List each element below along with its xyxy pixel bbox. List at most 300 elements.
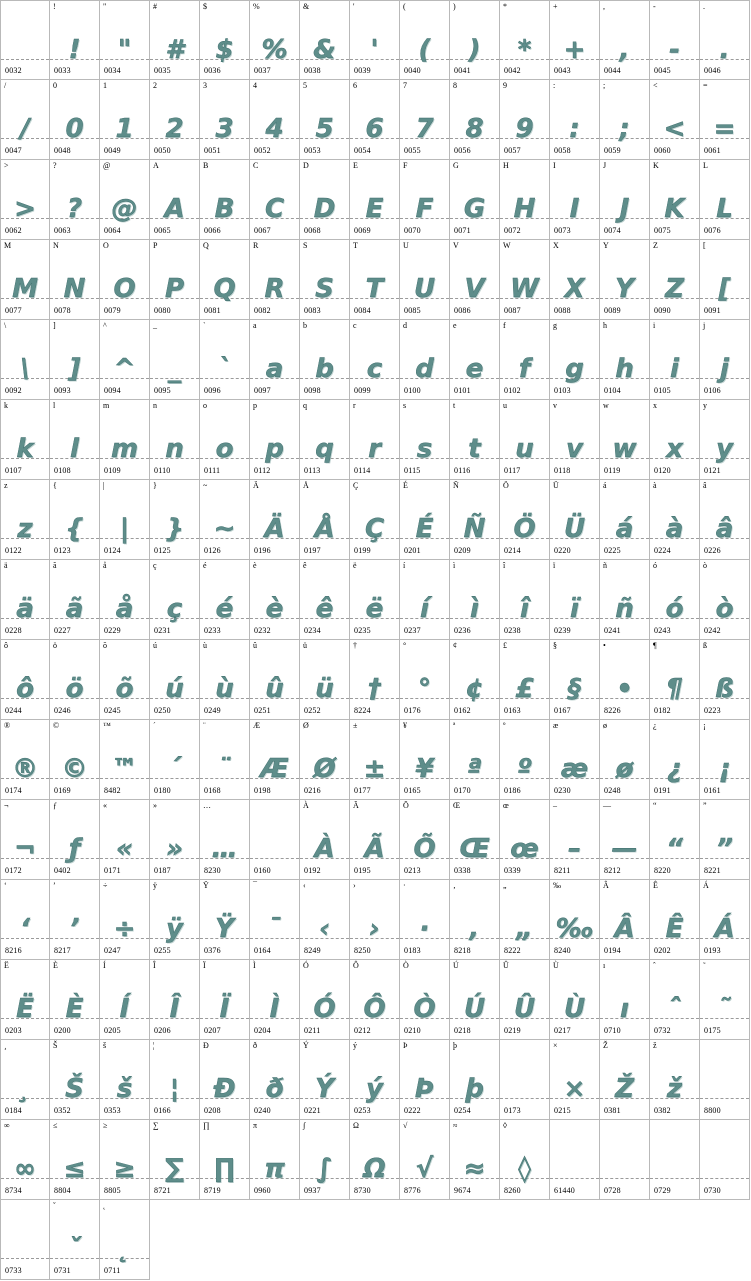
glyph-cell[interactable] (650, 480, 700, 560)
glyph-cell[interactable] (100, 0, 150, 80)
glyph-cell[interactable] (250, 1040, 300, 1120)
glyph-cell[interactable] (100, 640, 150, 720)
glyph-cell[interactable] (500, 880, 550, 960)
glyph-cell[interactable] (400, 0, 450, 80)
glyph-cell[interactable] (250, 640, 300, 720)
glyph-char-label: î (503, 561, 506, 570)
glyph-row (0, 0, 751, 80)
glyph-char-label: o (203, 401, 207, 410)
glyph-cell[interactable] (250, 800, 300, 880)
glyph-cell[interactable] (550, 160, 600, 240)
glyph-cell[interactable] (150, 320, 200, 400)
glyph-cell[interactable] (600, 880, 650, 960)
glyph-char-label: l (53, 401, 56, 410)
glyph-cell[interactable] (250, 720, 300, 800)
glyph-codepoint: 0230 (554, 786, 571, 795)
glyph-cell[interactable] (0, 880, 50, 960)
glyph-preview: î (520, 594, 529, 624)
glyph-cell[interactable] (150, 240, 200, 320)
glyph-cell[interactable] (300, 480, 350, 560)
glyph-preview: ∫ (316, 1154, 333, 1184)
glyph-cell[interactable] (650, 0, 700, 80)
glyph-cell[interactable] (600, 1040, 650, 1120)
glyph-char-label: â (703, 481, 707, 490)
glyph-cell[interactable] (150, 160, 200, 240)
glyph-preview: ¨ (218, 754, 231, 784)
glyph-char-label: ç (153, 561, 157, 570)
glyph-cell[interactable] (250, 80, 300, 160)
glyph-cell[interactable] (550, 1120, 600, 1200)
glyph-cell[interactable] (700, 240, 750, 320)
glyph-char-label: æ (553, 721, 559, 730)
glyph-cell[interactable] (500, 480, 550, 560)
glyph-preview: M (12, 274, 38, 304)
glyph-cell[interactable] (650, 560, 700, 640)
glyph-cell[interactable] (550, 0, 600, 80)
glyph-preview: ç (166, 594, 183, 624)
glyph-cell[interactable] (150, 640, 200, 720)
glyph-cell[interactable] (100, 160, 150, 240)
glyph-codepoint: 0043 (554, 66, 571, 75)
glyph-cell[interactable] (250, 400, 300, 480)
glyph-cell[interactable] (450, 400, 500, 480)
glyph-cell[interactable] (700, 480, 750, 560)
glyph-cell[interactable] (0, 1040, 50, 1120)
glyph-cell[interactable] (300, 240, 350, 320)
glyph-cell[interactable] (300, 880, 350, 960)
glyph-cell[interactable] (300, 0, 350, 80)
glyph-cell[interactable] (550, 480, 600, 560)
glyph-cell[interactable] (200, 1120, 250, 1200)
glyph-cell[interactable] (300, 1040, 350, 1120)
glyph-cell[interactable] (650, 1120, 700, 1200)
glyph-cell[interactable] (200, 880, 250, 960)
glyph-preview: q (315, 434, 334, 464)
glyph-row (0, 1200, 751, 1280)
glyph-cell[interactable] (50, 1200, 100, 1280)
glyph-cell[interactable] (550, 1040, 600, 1120)
glyph-cell[interactable] (300, 800, 350, 880)
glyph-char-label: ø (603, 721, 607, 730)
glyph-cell[interactable] (0, 160, 50, 240)
glyph-preview: ≤ (63, 1154, 86, 1184)
glyph-cell[interactable] (0, 320, 50, 400)
glyph-cell[interactable] (300, 1120, 350, 1200)
glyph-cell[interactable] (200, 800, 250, 880)
glyph-cell[interactable] (150, 80, 200, 160)
glyph-cell[interactable] (550, 960, 600, 1040)
glyph-cell[interactable] (0, 640, 50, 720)
glyph-cell[interactable] (450, 880, 500, 960)
glyph-cell[interactable] (550, 720, 600, 800)
glyph-cell[interactable] (150, 0, 200, 80)
glyph-cell[interactable] (500, 640, 550, 720)
glyph-cell[interactable] (550, 640, 600, 720)
glyph-cell[interactable] (400, 320, 450, 400)
glyph-cell[interactable] (0, 560, 50, 640)
glyph-codepoint: 0173 (504, 1106, 521, 1115)
glyph-cell[interactable] (500, 800, 550, 880)
glyph-cell[interactable] (550, 400, 600, 480)
glyph-cell[interactable] (400, 1040, 450, 1120)
glyph-cell[interactable] (250, 560, 300, 640)
glyph-cell[interactable] (300, 400, 350, 480)
glyph-cell[interactable] (700, 640, 750, 720)
glyph-char-label: Œ (453, 801, 461, 810)
glyph-cell[interactable] (450, 320, 500, 400)
glyph-cell[interactable] (150, 720, 200, 800)
glyph-cell[interactable] (300, 320, 350, 400)
glyph-codepoint: 0186 (504, 786, 521, 795)
glyph-cell[interactable] (450, 640, 500, 720)
glyph-cell[interactable] (350, 480, 400, 560)
glyph-cell[interactable] (100, 240, 150, 320)
glyph-cell[interactable] (500, 80, 550, 160)
glyph-cell[interactable] (350, 160, 400, 240)
glyph-preview: + (563, 35, 586, 65)
glyph-cell[interactable] (200, 160, 250, 240)
glyph-preview: ñ (615, 594, 634, 624)
glyph-cell[interactable] (500, 240, 550, 320)
glyph-char-label: à (653, 481, 657, 490)
glyph-char-label: ) (453, 2, 456, 11)
glyph-cell[interactable] (350, 960, 400, 1040)
glyph-cell[interactable] (550, 320, 600, 400)
glyph-cell[interactable] (700, 560, 750, 640)
glyph-cell[interactable] (100, 1200, 150, 1280)
glyph-cell[interactable] (150, 800, 200, 880)
glyph-cell[interactable] (0, 960, 50, 1040)
glyph-cell[interactable] (500, 720, 550, 800)
glyph-char-label: j (703, 321, 706, 330)
glyph-cell[interactable] (350, 800, 400, 880)
glyph-cell[interactable] (450, 560, 500, 640)
glyph-cell[interactable] (400, 960, 450, 1040)
glyph-codepoint: 0068 (304, 226, 321, 235)
glyph-char-label: Ë (4, 961, 9, 970)
glyph-codepoint: 0062 (5, 226, 22, 235)
glyph-preview: T (365, 274, 384, 304)
glyph-codepoint: 0223 (704, 706, 721, 715)
glyph-char-label: » (153, 801, 157, 810)
glyph-cell[interactable] (350, 1120, 400, 1200)
glyph-preview: a (265, 354, 284, 384)
glyph-cell[interactable] (0, 480, 50, 560)
glyph-codepoint: 0238 (504, 626, 521, 635)
glyph-cell[interactable] (150, 880, 200, 960)
glyph-cell[interactable] (50, 800, 100, 880)
glyph-cell[interactable] (50, 1040, 100, 1120)
glyph-cell[interactable] (250, 1120, 300, 1200)
glyph-cell[interactable] (50, 1120, 100, 1200)
glyph-preview: { (65, 514, 84, 544)
glyph-cell[interactable] (650, 720, 700, 800)
glyph-cell[interactable] (200, 320, 250, 400)
glyph-preview: › (369, 914, 380, 944)
glyph-cell[interactable] (700, 160, 750, 240)
glyph-cell[interactable] (550, 880, 600, 960)
glyph-preview: ’ (69, 914, 80, 944)
glyph-cell[interactable] (700, 1120, 750, 1200)
glyph-cell[interactable] (0, 400, 50, 480)
glyph-cell[interactable] (0, 0, 50, 80)
glyph-cell[interactable] (400, 800, 450, 880)
glyph-cell[interactable] (250, 0, 300, 80)
glyph-cell[interactable] (200, 640, 250, 720)
glyph-cell[interactable] (150, 1120, 200, 1200)
glyph-cell[interactable] (500, 0, 550, 80)
glyph-char-label: í (403, 561, 406, 570)
glyph-cell[interactable] (700, 320, 750, 400)
glyph-cell[interactable] (350, 880, 400, 960)
glyph-cell[interactable] (550, 560, 600, 640)
glyph-cell[interactable] (350, 400, 400, 480)
glyph-cell[interactable] (450, 0, 500, 80)
glyph-cell[interactable] (550, 240, 600, 320)
glyph-cell[interactable] (50, 0, 100, 80)
glyph-cell[interactable] (50, 320, 100, 400)
glyph-cell[interactable] (400, 560, 450, 640)
glyph-cell[interactable] (50, 960, 100, 1040)
glyph-cell[interactable] (700, 1040, 750, 1120)
glyph-cell[interactable] (100, 480, 150, 560)
glyph-cell[interactable] (250, 240, 300, 320)
glyph-char-label: È (53, 961, 58, 970)
glyph-cell[interactable] (100, 1040, 150, 1120)
glyph-cell[interactable] (450, 160, 500, 240)
glyph-char-label: w (603, 401, 609, 410)
glyph-cell[interactable] (150, 400, 200, 480)
glyph-cell[interactable] (200, 1040, 250, 1120)
glyph-preview: $ (215, 35, 234, 65)
glyph-cell[interactable] (50, 80, 100, 160)
glyph-preview: : (569, 114, 580, 144)
glyph-cell[interactable] (700, 0, 750, 80)
glyph-codepoint: 0212 (354, 1026, 371, 1035)
glyph-cell[interactable] (600, 960, 650, 1040)
glyph-cell[interactable] (100, 320, 150, 400)
glyph-preview: ‹ (319, 914, 330, 944)
glyph-char-label: ! (53, 2, 56, 11)
glyph-cell[interactable] (500, 960, 550, 1040)
glyph-cell[interactable] (500, 400, 550, 480)
glyph-cell[interactable] (500, 160, 550, 240)
glyph-cell[interactable] (350, 1040, 400, 1120)
glyph-cell[interactable] (450, 240, 500, 320)
glyph-cell[interactable] (50, 480, 100, 560)
glyph-cell[interactable] (50, 160, 100, 240)
glyph-codepoint: 9674 (454, 1186, 471, 1195)
glyph-codepoint: 0202 (654, 946, 671, 955)
glyph-cell[interactable] (400, 720, 450, 800)
glyph-preview: 8 (465, 114, 484, 144)
glyph-cell[interactable] (200, 400, 250, 480)
glyph-cell[interactable] (700, 720, 750, 800)
glyph-cell[interactable] (100, 720, 150, 800)
glyph-cell[interactable] (650, 400, 700, 480)
glyph-cell[interactable] (650, 160, 700, 240)
glyph-cell[interactable] (0, 80, 50, 160)
glyph-cell[interactable] (600, 1120, 650, 1200)
glyph-cell[interactable] (100, 1120, 150, 1200)
glyph-char-label: ` (203, 321, 206, 330)
glyph-cell[interactable] (550, 800, 600, 880)
glyph-cell[interactable] (650, 800, 700, 880)
glyph-cell[interactable] (450, 80, 500, 160)
glyph-cell[interactable] (600, 0, 650, 80)
glyph-cell[interactable] (450, 800, 500, 880)
glyph-preview: ó (665, 594, 684, 624)
glyph-cell[interactable] (50, 720, 100, 800)
glyph-cell[interactable] (200, 720, 250, 800)
grid-spacer (350, 1200, 400, 1280)
glyph-preview: — (611, 834, 638, 864)
glyph-cell[interactable] (200, 560, 250, 640)
glyph-cell[interactable] (250, 320, 300, 400)
glyph-cell[interactable] (600, 480, 650, 560)
glyph-cell[interactable] (700, 960, 750, 1040)
glyph-char-label: ◊ (503, 1121, 507, 1130)
glyph-cell[interactable] (300, 560, 350, 640)
glyph-cell[interactable] (100, 400, 150, 480)
glyph-cell[interactable] (450, 1040, 500, 1120)
glyph-cell[interactable] (200, 80, 250, 160)
glyph-cell[interactable] (300, 160, 350, 240)
glyph-cell[interactable] (600, 80, 650, 160)
glyph-cell[interactable] (350, 560, 400, 640)
glyph-codepoint: 0730 (704, 1186, 721, 1195)
glyph-codepoint: 0215 (554, 1106, 571, 1115)
glyph-codepoint: 0160 (254, 866, 271, 875)
glyph-cell[interactable] (450, 1120, 500, 1200)
glyph-codepoint: 0207 (204, 1026, 221, 1035)
glyph-cell[interactable] (650, 1040, 700, 1120)
glyph-cell[interactable] (300, 80, 350, 160)
glyph-cell[interactable] (400, 160, 450, 240)
glyph-cell[interactable] (700, 800, 750, 880)
glyph-cell[interactable] (400, 400, 450, 480)
glyph-preview: K (664, 194, 685, 224)
glyph-preview: ı (620, 994, 629, 1024)
glyph-cell[interactable] (600, 640, 650, 720)
glyph-cell[interactable] (50, 240, 100, 320)
glyph-cell[interactable] (200, 480, 250, 560)
glyph-cell[interactable] (50, 880, 100, 960)
glyph-cell[interactable] (150, 560, 200, 640)
glyph-cell[interactable] (600, 720, 650, 800)
glyph-cell[interactable] (700, 880, 750, 960)
grid-spacer (650, 1200, 700, 1280)
glyph-cell[interactable] (600, 320, 650, 400)
glyph-cell[interactable] (0, 1200, 50, 1280)
glyph-cell[interactable] (650, 640, 700, 720)
glyph-cell[interactable] (700, 400, 750, 480)
glyph-cell[interactable] (300, 640, 350, 720)
glyph-char-label: ë (353, 561, 357, 570)
glyph-cell[interactable] (150, 480, 200, 560)
glyph-cell[interactable] (250, 480, 300, 560)
glyph-cell[interactable] (250, 880, 300, 960)
glyph-cell[interactable] (650, 880, 700, 960)
glyph-cell[interactable] (600, 160, 650, 240)
glyph-char-label: ã (53, 561, 57, 570)
glyph-cell[interactable] (450, 480, 500, 560)
glyph-cell[interactable] (100, 560, 150, 640)
glyph-cell[interactable] (50, 640, 100, 720)
glyph-cell[interactable] (250, 160, 300, 240)
glyph-cell[interactable] (650, 240, 700, 320)
glyph-cell[interactable] (400, 880, 450, 960)
glyph-cell[interactable] (100, 80, 150, 160)
glyph-cell[interactable] (650, 80, 700, 160)
glyph-preview: à (665, 514, 684, 544)
glyph-codepoint: 0034 (104, 66, 121, 75)
glyph-cell[interactable] (0, 1120, 50, 1200)
glyph-cell[interactable] (450, 720, 500, 800)
glyph-preview: ¢ (465, 674, 484, 704)
glyph-cell[interactable] (200, 960, 250, 1040)
glyph-cell[interactable] (200, 0, 250, 80)
glyph-cell[interactable] (150, 960, 200, 1040)
glyph-codepoint: 0054 (354, 146, 371, 155)
glyph-cell[interactable] (500, 320, 550, 400)
glyph-cell[interactable] (700, 80, 750, 160)
glyph-cell[interactable] (200, 240, 250, 320)
glyph-cell[interactable] (350, 720, 400, 800)
glyph-cell[interactable] (600, 400, 650, 480)
glyph-cell[interactable] (600, 240, 650, 320)
glyph-codepoint: 0176 (404, 706, 421, 715)
glyph-cell[interactable] (450, 960, 500, 1040)
glyph-cell[interactable] (0, 800, 50, 880)
glyph-cell[interactable] (500, 1040, 550, 1120)
glyph-codepoint: 0086 (454, 306, 471, 315)
glyph-cell[interactable] (0, 720, 50, 800)
glyph-preview: / (20, 114, 30, 144)
glyph-cell[interactable] (400, 1120, 450, 1200)
glyph-cell[interactable] (400, 240, 450, 320)
glyph-cell[interactable] (650, 960, 700, 1040)
glyph-cell[interactable] (50, 400, 100, 480)
glyph-cell[interactable] (650, 320, 700, 400)
glyph-cell[interactable] (300, 960, 350, 1040)
glyph-cell[interactable] (600, 560, 650, 640)
glyph-cell[interactable] (0, 240, 50, 320)
glyph-cell[interactable] (50, 560, 100, 640)
glyph-cell[interactable] (400, 640, 450, 720)
glyph-cell[interactable] (100, 960, 150, 1040)
glyph-cell[interactable] (100, 880, 150, 960)
glyph-cell[interactable] (100, 800, 150, 880)
glyph-cell[interactable] (250, 960, 300, 1040)
glyph-cell[interactable] (400, 80, 450, 160)
glyph-cell[interactable] (400, 480, 450, 560)
glyph-cell[interactable] (350, 80, 400, 160)
glyph-cell[interactable] (150, 1040, 200, 1120)
glyph-cell[interactable] (350, 640, 400, 720)
glyph-cell[interactable] (350, 240, 400, 320)
glyph-cell[interactable] (350, 320, 400, 400)
glyph-cell[interactable] (500, 1120, 550, 1200)
glyph-preview: · (419, 914, 430, 944)
glyph-cell[interactable] (500, 560, 550, 640)
glyph-cell[interactable] (600, 800, 650, 880)
glyph-cell[interactable] (550, 80, 600, 160)
glyph-cell[interactable] (350, 0, 400, 80)
glyph-char-label: Ç (353, 481, 359, 490)
glyph-codepoint: 0960 (254, 1186, 271, 1195)
glyph-cell[interactable] (300, 720, 350, 800)
